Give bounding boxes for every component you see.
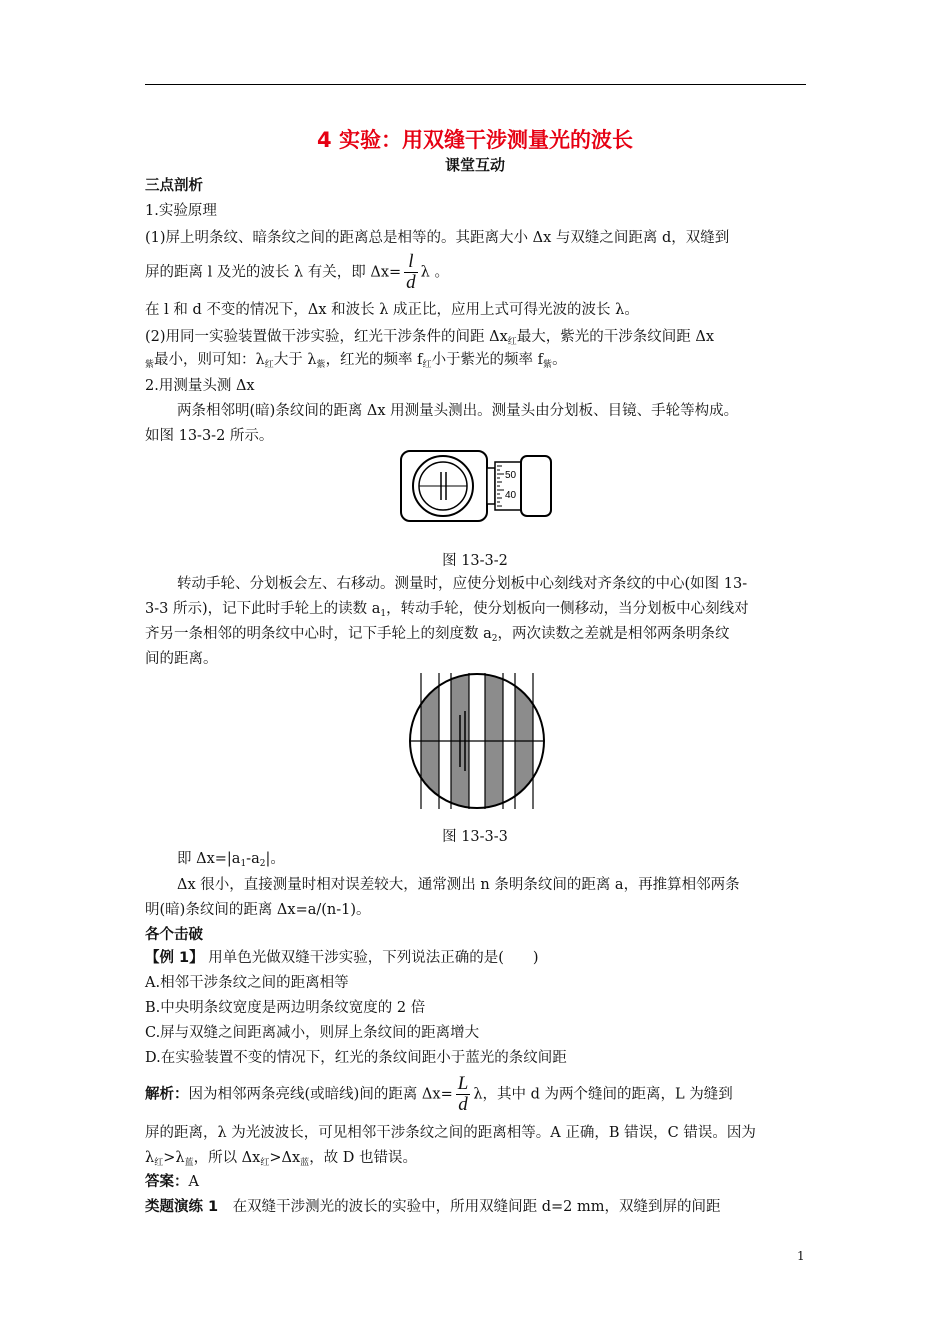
analysis-line-2: 屏的距离，λ 为光波波长，可见相邻干涉条纹之间的距离相等。A 正确，B 错误，C 错误。因为 (145, 1125, 756, 1141)
paragraph-6-line-1: Δx 很小，直接测量时相对误差较大，通常测出 n 条明条纹间的距离 a，再推算相邻两条 (177, 877, 740, 893)
text: |。 (265, 851, 285, 867)
page-subtitle: 课堂互动 (444, 156, 505, 174)
paragraph-5 (177, 849, 285, 874)
scale-label-bottom: 40 (505, 490, 517, 501)
subscript-purple: 紫 (145, 360, 155, 370)
subscript-red: 红 (507, 337, 517, 347)
subscript-red: 红 (154, 1158, 164, 1168)
practice-label: 类题演练 1 (145, 1199, 219, 1215)
text: >λ (163, 1150, 185, 1166)
header-rule (145, 84, 806, 85)
paragraph-4-line-3 (145, 624, 730, 649)
subscript-red: 红 (264, 360, 274, 370)
text: ，所以 Δx (193, 1150, 261, 1166)
figure-caption-2: 图 13-3-3 (442, 829, 508, 845)
analysis-line-3 (145, 1148, 417, 1173)
fraction-denominator: d (458, 1094, 468, 1115)
text: 因为相邻两条亮线(或暗线)间的距离 Δx= (188, 1086, 453, 1103)
option-d: D.在实验装置不变的情况下，红光的条纹间距小于蓝光的条纹间距 (145, 1050, 567, 1066)
text: ，两次读数之差就是相邻两条明条纹 (497, 626, 730, 642)
subscript-purple: 紫 (316, 360, 326, 370)
paragraph-3-line-2: 如图 13-3-2 所示。 (145, 428, 274, 444)
paragraph-2-line-1 (145, 327, 714, 352)
scale-label-top: 50 (505, 470, 517, 481)
section-heading-practice: 各个击破 (145, 927, 203, 943)
text: ，红光的频率 f (325, 352, 423, 368)
text: >Δx (269, 1150, 301, 1166)
page-number: 1 (797, 1249, 805, 1263)
text: ，故 D 也错误。 (309, 1150, 418, 1166)
option-a: A.相邻干涉条纹之间的距离相等 (145, 975, 349, 991)
subscript-1: 1 (240, 859, 247, 869)
formula-prefix: 屏的距离 l 及光的波长 λ 有关，即 Δx= (145, 264, 402, 281)
text: 齐另一条相邻的明条纹中心时，记下手轮上的刻度数 a (145, 626, 492, 642)
fraction-l-over-d (404, 252, 418, 293)
section-heading-analysis: 三点剖析 (145, 178, 203, 194)
fraction-L-over-d (456, 1074, 471, 1115)
subscript-red: 红 (260, 1158, 270, 1168)
subscript-1: 1 (380, 609, 387, 619)
answer-line (145, 1172, 199, 1192)
fraction-numerator: L (457, 1073, 469, 1094)
subscript-blue: 蓝 (184, 1158, 194, 1168)
text: (2)用同一实验装置做干涉实验，红光干涉条件的间距 Δx (145, 329, 508, 345)
text: 即 Δx=|a (177, 851, 241, 867)
subscript-2: 2 (491, 634, 498, 644)
option-b: B.中央明条纹宽度是两边明条纹宽度的 2 倍 (145, 1000, 426, 1016)
example-tag: 【例 1】 (145, 950, 204, 966)
page-title: 4 实验：用双缝干涉测量光的波长 (317, 128, 633, 152)
paragraph-3-line-1: 两条相邻明(暗)条纹间的距离 Δx 用测量头测出。测量头由分划板、目镜、手轮等构成。 (177, 403, 739, 419)
subscript-red: 红 (422, 360, 432, 370)
subscript-purple: 紫 (543, 360, 553, 370)
paragraph-6-line-2: 明(暗)条纹间的距离 Δx=a/(n-1)。 (145, 902, 371, 918)
text: -a (246, 851, 260, 867)
practice-text: 在双缝干涉测光的波长的实验中，所用双缝间距 d=2 mm，双缝到屏的间距 (218, 1199, 721, 1215)
text: 小于紫光的频率 f (431, 352, 544, 368)
example-text: 用单色光做双缝干涉实验，下列说法正确的是( ) (203, 950, 539, 966)
fraction-numerator: l (404, 252, 418, 273)
paragraph-4-line-1: 转动手轮、分划板会左、右移动。测量时，应使分划板中心刻线对齐条纹的中心(如图 13- (177, 576, 748, 592)
answer-value: A (188, 1174, 199, 1190)
example-question (145, 948, 539, 968)
text: ，转动手轮，使分划板向一侧移动，当分划板中心刻线对 (386, 601, 749, 617)
paragraph-1-line-1: (1)屏上明条纹、暗条纹之间的距离总是相等的。其距离大小 Δx 与双缝之间距离 d，双缝到 (145, 230, 730, 246)
text: 最小，则可知：λ (154, 352, 265, 368)
text: λ (145, 1150, 155, 1166)
fraction-denominator: d (406, 272, 416, 293)
item1-title: 1.实验原理 (145, 203, 217, 219)
option-c: C.屏与双缝之间距离减小，则屏上条纹间的距离增大 (145, 1025, 480, 1041)
analysis-line-1 (145, 1074, 733, 1115)
text: 。 (552, 352, 567, 368)
answer-label: 答案： (145, 1174, 189, 1190)
interference-fringe-figure (405, 671, 549, 811)
text: 最大，紫光的干涉条纹间距 Δx (516, 329, 715, 345)
analysis-label: 解析： (145, 1086, 189, 1103)
paragraph-4-line-2 (145, 599, 749, 624)
item2-title: 2.用测量头测 Δx (145, 378, 255, 394)
measuring-head-figure (398, 448, 554, 524)
text: 3-3 所示)，记下此时手轮上的读数 a (145, 601, 381, 617)
figure-caption-1: 图 13-3-2 (442, 553, 508, 569)
formula-suffix: λ 。 (420, 264, 449, 281)
paragraph-1-line-2 (145, 252, 449, 293)
paragraph-1-line-3: 在 l 和 d 不变的情况下，Δx 和波长 λ 成正比，应用上式可得光波的波长 λ。 (145, 302, 639, 318)
paragraph-2-line-2 (145, 350, 567, 375)
text: 大于 λ (273, 352, 317, 368)
paragraph-4-line-4: 间的距离。 (145, 651, 218, 667)
practice-line (145, 1197, 721, 1217)
subscript-2: 2 (259, 859, 266, 869)
text: λ，其中 d 为两个缝间的距离，L 为缝到 (473, 1086, 733, 1103)
subscript-blue: 蓝 (300, 1158, 310, 1168)
